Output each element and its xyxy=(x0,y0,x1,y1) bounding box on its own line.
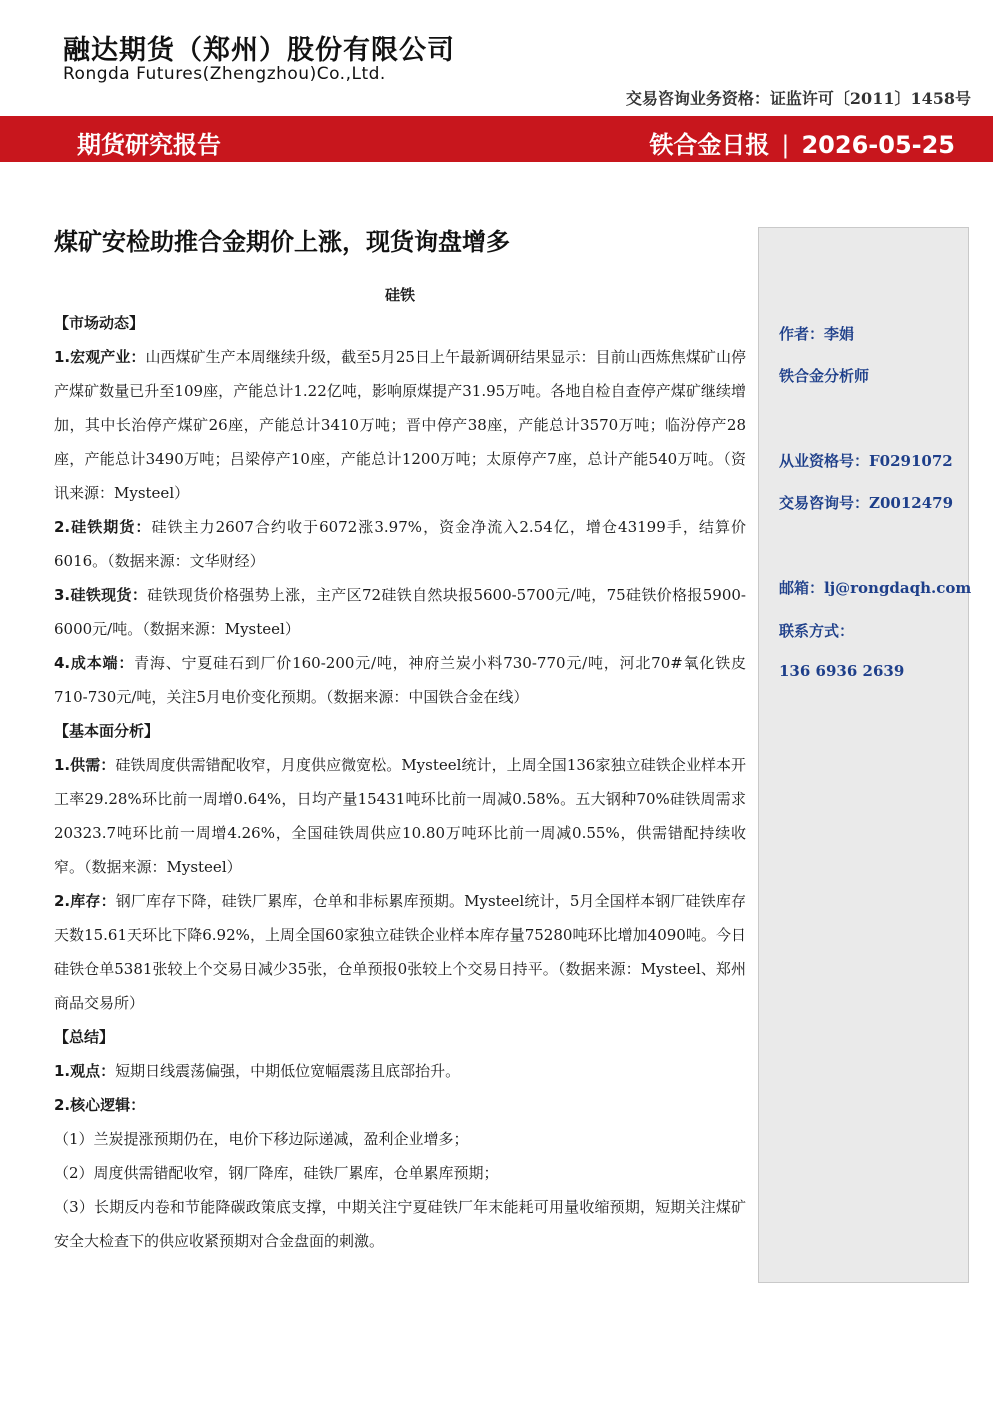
report-body xyxy=(54,306,746,1258)
fundamental-item xyxy=(54,884,746,1020)
logic-item: （2）周度供需错配收窄，钢厂降库，硅铁厂累库，仓单累库预期； xyxy=(54,1164,499,1182)
section-market-title: 【市场动态】 xyxy=(54,314,145,332)
item-text: 钢厂库存下降，硅铁厂累库，仓单和非标累库预期。Mysteel统计，5月全国样本钢厂硅铁库存天数15.61天环比下降6.92%，上周全国60家独立硅铁企业样本库存量75280吨环比增加4090吨。今日硅铁仓单5381张较上个交易日减少35张，仓单预报0张较上个交易日持平。（数据来源：Mysteel、郑州商品交易所） xyxy=(54,892,746,1012)
market-item xyxy=(54,510,746,578)
email: 邮箱：lj@rongdaqh.com xyxy=(779,579,972,597)
item-label: 1.观点： xyxy=(54,1062,116,1080)
item-label: 2.核心逻辑： xyxy=(54,1096,146,1114)
separator: | xyxy=(781,131,790,159)
section-summary-title: 【总结】 xyxy=(54,1028,115,1046)
report-category: 期货研究报告 xyxy=(77,131,221,159)
section-fundamental-title: 【基本面分析】 xyxy=(54,722,160,740)
logic-item: （1）兰炭提涨预期仍在，电价下移边际递减，盈利企业增多； xyxy=(54,1130,469,1148)
company-name-cn: 融达期货（郑州）股份有限公司 xyxy=(63,35,455,66)
author-sidebar xyxy=(758,227,972,1283)
item-text: 硅铁周度供需错配收窄，月度供应微宽松。Mysteel统计，上周全国136家独立硅铁企业样本开工率29.28%环比前一周增0.64%，日均产量15431吨环比前一周减0.58%。五大钢种70%硅铁周需求20323.7吨环比前一周增4.26%，全国硅铁周供应10.80万吨环比前一周减0.55%，供需错配持续收窄。（数据来源：Mysteel） xyxy=(54,756,746,876)
item-label: 2.库存： xyxy=(54,892,116,910)
contact-label: 联系方式： xyxy=(779,622,855,640)
license-text: 交易咨询业务资格：证监许可〔2011〕1458号 xyxy=(625,89,971,108)
item-label: 4.成本端： xyxy=(54,654,135,672)
market-item xyxy=(54,340,746,510)
summary-logic-label xyxy=(54,1088,746,1122)
item-label: 1.宏观产业： xyxy=(54,348,146,366)
item-label: 2.硅铁期货： xyxy=(54,518,152,536)
summary-view xyxy=(54,1054,746,1088)
market-item xyxy=(54,578,746,646)
logic-item: （3）长期反内卷和节能降碳政策底支撑，中期关注宁夏硅铁厂年末能耗可用量收缩预期，短期关注煤矿安全大检查下的供应收紧预期对合金盘面的刺激。 xyxy=(54,1198,746,1250)
company-name-en: Rongda Futures(Zhengzhou)Co.,Ltd. xyxy=(63,64,386,84)
market-item xyxy=(54,646,746,714)
headline: 煤矿安检助推合金期价上涨，现货询盘增多 xyxy=(54,228,510,256)
item-text: 青海、宁夏硅石到厂价160-200元/吨，神府兰炭小料730-770元/吨，河北70#氧化铁皮710-730元/吨，关注5月电价变化预期。（数据来源：中国铁合金在线） xyxy=(54,654,746,706)
report-banner xyxy=(0,116,993,162)
consult-number: 交易咨询号：Z0012479 xyxy=(779,494,954,512)
item-label: 3.硅铁现货： xyxy=(54,586,148,604)
fundamental-item xyxy=(54,748,746,884)
item-label: 1.供需： xyxy=(54,756,116,774)
report-name: 铁合金日报 xyxy=(649,131,770,159)
phone-number: 136 6936 2639 xyxy=(779,662,905,680)
item-text: 山西煤矿生产本周继续升级，截至5月25日上午最新调研结果显示：目前山西炼焦煤矿山停产煤矿数量已升至109座，产能总计1.22亿吨，影响原煤提产31.95万吨。各地自检自查停产煤矿继续增加，其中长治停产煤矿26座，产能总计3410万吨；晋中停产38座，产能总计3570万吨；临汾停产28座，产能总计3490万吨；吕梁停产10座，产能总计1200万吨；太原停产7座，总计产能540万吨。（资讯来源：Mysteel） xyxy=(54,348,746,502)
subject-title: 硅铁 xyxy=(384,286,415,304)
author-title: 铁合金分析师 xyxy=(779,367,870,385)
item-text: 硅铁现货价格强势上涨，主产区72硅铁自然块报5600-5700元/吨，75硅铁价格报5900-6000元/吨。（数据来源：Mysteel） xyxy=(54,586,746,638)
report-date: 2026-05-25 xyxy=(801,131,955,159)
item-text: 短期日线震荡偏强，中期低位宽幅震荡且底部抬升。 xyxy=(115,1062,461,1080)
item-text: 硅铁主力2607合约收于6072涨3.97%，资金净流入2.54亿，增仓43199手，结算价6016。（数据来源：文华财经） xyxy=(54,518,746,570)
report-title-date xyxy=(649,125,955,160)
cert-number: 从业资格号：F0291072 xyxy=(779,452,953,470)
author-name: 作者：李娟 xyxy=(779,325,855,343)
